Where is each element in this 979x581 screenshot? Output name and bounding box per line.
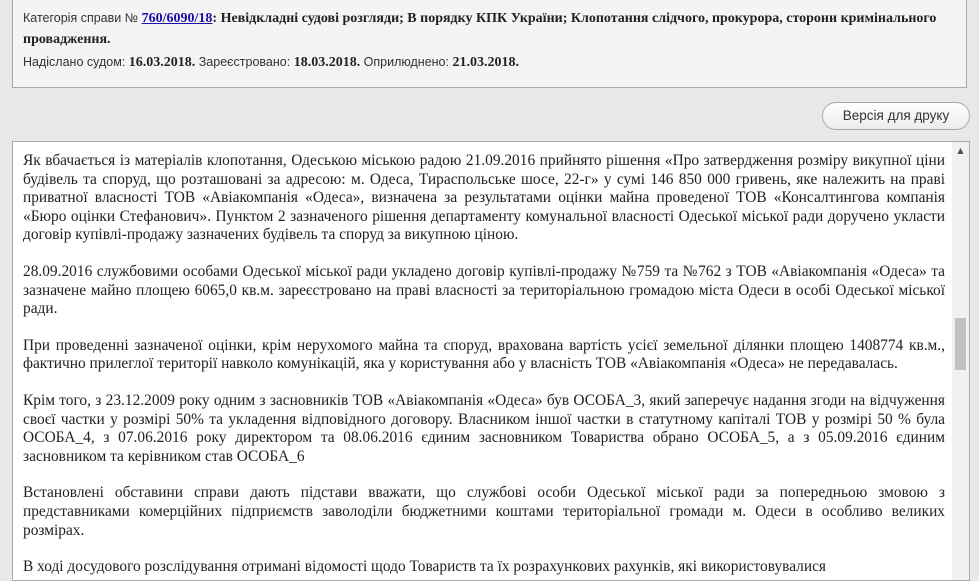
category-text: : Невідкладні судові розгляди; В порядку КПК України; Клопотання слідчого, прокурора, сторони кримінального провадження.: [23, 11, 937, 47]
triangle-up-icon[interactable]: ▲: [957, 146, 964, 155]
print-version-button[interactable]: Версія для друку: [822, 102, 970, 130]
registered-label: Зареєстровано:: [198, 55, 291, 69]
document-text: [23, 152, 945, 581]
published-date: 21.03.2018.: [452, 55, 519, 70]
sent-date: 16.03.2018.: [128, 55, 196, 70]
category-label: Категорія справи №: [23, 11, 139, 25]
paragraph: При проведенні зазначеної оцінки, крім нерухомого майна та споруд, врахована вартість усієї земельної ділянки площею 1408774 кв.м., фактично прилеглої території навколо комунікацій, яка у користування або у власність ТОВ «Авіакомпанія «Одеса» не передавалась.: [23, 336, 945, 373]
scrollbar-thumb[interactable]: [955, 318, 966, 370]
sent-label: Надіслано судом:: [23, 55, 126, 69]
case-info-panel: [12, 0, 967, 88]
paragraph: 28.09.2016 службовими особами Одеської міської ради укладено договір купівлі-продажу №759 та №762 з ТОВ «Авіакомпанія «Одеса» та зазначене майно площею 6065,0 кв.м. зареєстровано на праві власності за територіальною громадою міста Одеси в особі Одеської міської ради.: [23, 262, 945, 318]
vertical-scrollbar[interactable]: [952, 142, 969, 580]
registered-date: 18.03.2018.: [293, 55, 361, 70]
document-text-frame[interactable]: [12, 141, 970, 581]
paragraph: Крім того, з 23.12.2009 року одним з засновників ТОВ «Авіакомпанія «Одеса» був ОСОБА_3, який заперечує надання згоди на відчуження своєї частки у розмірі 50% та укладення відповідного договору. Власником іншої частки в статутному капіталі ТОВ у розмірі 50 % була ОСОБА_4, з 07.06.2016 року директором та 08.06.2016 єдиним засновником Товариства обрано ОСОБА_5, а з 05.09.2016 єдиним засновником та керівником став ОСОБА_6: [23, 391, 945, 465]
paragraph: Як вбачається із матеріалів клопотання, Одеською міською радою 21.09.2016 прийнято рішення «Про затвердження розміру викупної ціни будівель та споруд, що розташовані за адресою: м. Одеса, Тираспольське шосе, 22-г» у сумі 146 850 000 гривень, яке належить на праві приватної власності ТОВ «Авіакомпанія «Одеса», визначена за результатами оцінки майна проведеної ТОВ «Консалтингова компанія «Бюро оцінки Стефанович». Пунктом 2 зазначеного рішення департаменту комунальної власності Одеської міської ради доручено укласти договір купівлі-продажу зазначених будівель та споруд за викупною ціною.: [23, 152, 945, 244]
paragraph: Встановлені обставини справи дають підстави вважати, що службові особи Одеської міської ради за попередньою змовою з представниками комерційних підприємств заволоділи бюджетними коштами територіальної громади м. Одеси в особливо великих розмірах.: [23, 484, 945, 539]
paragraph: В ході досудового розслідування отримані відомості щодо Товариств та їх розрахункових рахунків, які використовувалися: [23, 558, 826, 576]
published-label: Оприлюднено:: [363, 55, 449, 69]
case-category-line: [23, 8, 956, 50]
case-dates-line: [23, 52, 956, 73]
case-number-link[interactable]: 760/6090/18: [141, 11, 213, 26]
